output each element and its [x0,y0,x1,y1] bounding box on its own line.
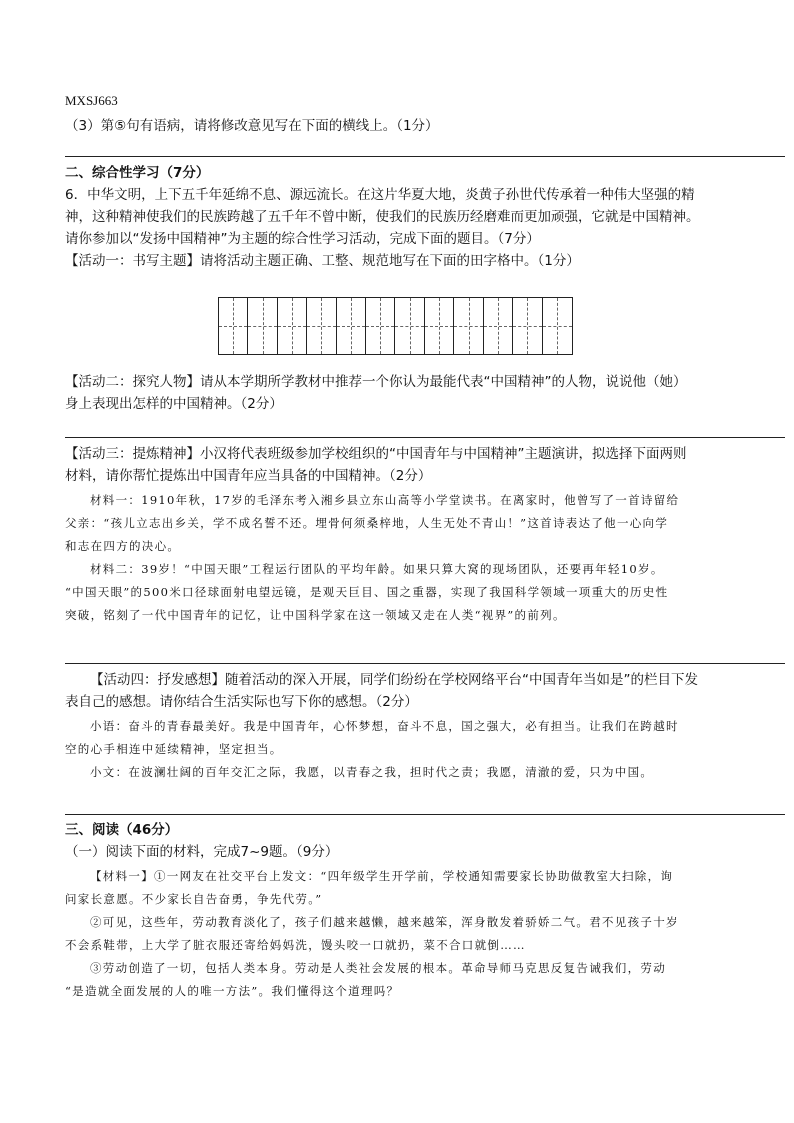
material-1: 父亲：“孩儿立志出乡关，学不成名誓不还。埋骨何须桑梓地，人生无处不青山！”这首诗表达了他一心向学 [65,516,669,530]
grid-cell[interactable] [484,298,513,354]
reading-paragraph: 不会系鞋带，上大学了脏衣服还寄给妈妈洗，馒头咬一口就扔，菜不合口就倒…… [65,938,526,952]
material-1: 材料一：1910年秋，17岁的毛泽东考入湘乡县立东山高等小学堂读书。在离家时，他曾写了一首诗留给 [90,493,680,507]
grid-cell[interactable] [307,298,336,354]
grid-cell[interactable] [248,298,277,354]
activity-2: 身上表现出怎样的中国精神。（2分） [65,396,283,412]
tianzige-grid[interactable] [218,297,573,355]
answer-line[interactable] [65,156,785,157]
reading-paragraph: ②可见，这些年，劳动教育淡化了，孩子们越来越懒，越来越笨，浑身散发着骄娇二气。君不见孩子十岁 [90,915,679,929]
material-2: 突破，铭刻了一代中国青年的记忆，让中国科学家在这一领域又走在人类“视界”的前列。 [65,608,566,622]
document-code: MXSJ663 [65,93,118,108]
reading-paragraph: 问家长意愿。不少家长自告奋勇，争先代劳。” [65,892,323,906]
xiaowen-text: 小文：在波澜壮阔的百年交汇之际，我愿，以青春之我，担时代之责；我愿，清澈的爱，只为中国。 [90,765,654,779]
activity-1: 【活动一：书写主题】请将活动主题正确、工整、规范地写在下面的田字格中。（1分） [65,253,580,269]
grid-cell[interactable] [513,298,542,354]
xiaoyu-text: 空的心手相连中延续精神，坚定担当。 [65,742,283,756]
reading-paragraph: ③劳动创造了一切，包括人类本身。劳动是人类社会发展的根本。革命导师马克思反复告诫我们，劳动 [90,961,666,975]
grid-cell[interactable] [543,298,572,354]
material-2: 材料二：39岁！“中国天眼”工程运行团队的平均年龄。如果只算大窝的现场团队，还要再年轻10岁。 [90,562,664,576]
activity-4: 【活动四：抒发感想】随着活动的深入开展，同学们纷纷在学校网络平台“中国青年当如是”的栏目下发 [90,672,698,688]
q6-intro-line: 神，这种精神使我们的民族跨越了五千年不曾中断，使我们的民族历经磨难而更加顽强，它就是中国精神。 [65,209,700,225]
reading-paragraph: 【材料一】①一网友在社交平台上发文：“四年级学生开学前，学校通知需要家长协助做教室大扫除，询 [90,869,674,883]
answer-line[interactable] [65,437,785,438]
grid-cell[interactable] [366,298,395,354]
activity-2: 【活动二：探究人物】请从本学期所学教材中推荐一个你认为最能代表“中国精神”的人物，说说他（她） [65,374,687,390]
material-1: 和志在四方的决心。 [65,539,181,553]
reading-paragraph: “是造就全面发展的人的唯一方法”。我们懂得这个道理吗？ [65,984,400,998]
xiaoyu-text: 小语：奋斗的青春最美好。我是中国青年，心怀梦想，奋斗不息，国之强大，必有担当。让我们在跨越时 [90,719,679,733]
question-3: （3）第⑤句有语病，请将修改意见写在下面的横线上。（1分） [65,118,439,134]
activity-3: 【活动三：提炼精神】小汉将代表班级参加学校组织的“中国青年与中国精神”主题演讲，拟选择下面两则 [65,446,687,462]
grid-cell[interactable] [278,298,307,354]
grid-cell[interactable] [425,298,454,354]
answer-line[interactable] [65,663,785,664]
activity-4: 表自己的感想。请你结合生活实际也写下你的感想。（2分） [65,694,418,710]
grid-cell[interactable] [219,298,248,354]
q6-intro-line: 6．中华文明，上下五千年延绵不息、源远流长。在这片华夏大地，炎黄子孙世代传承着一种伟大坚强的精 [65,187,695,203]
section-3-subtitle: （一）阅读下面的材料，完成7~9题。（9分） [65,844,339,860]
q6-intro-line: 请你参加以“发扬中国精神”为主题的综合性学习活动，完成下面的题目。（7分） [65,231,540,247]
grid-cell[interactable] [454,298,483,354]
grid-cell[interactable] [337,298,366,354]
grid-cell[interactable] [395,298,424,354]
section-3-title: 三、阅读（46分） [65,822,179,838]
answer-line[interactable] [65,814,785,815]
material-2: “中国天眼”的500米口径球面射电望远镜，是观天巨目、国之重器，实现了我国科学领域一项重大的历史性 [65,585,669,599]
section-2-title: 二、综合性学习（7分） [65,165,210,181]
activity-3: 材料，请你帮忙提炼出中国青年应当具备的中国精神。（2分） [65,468,432,484]
